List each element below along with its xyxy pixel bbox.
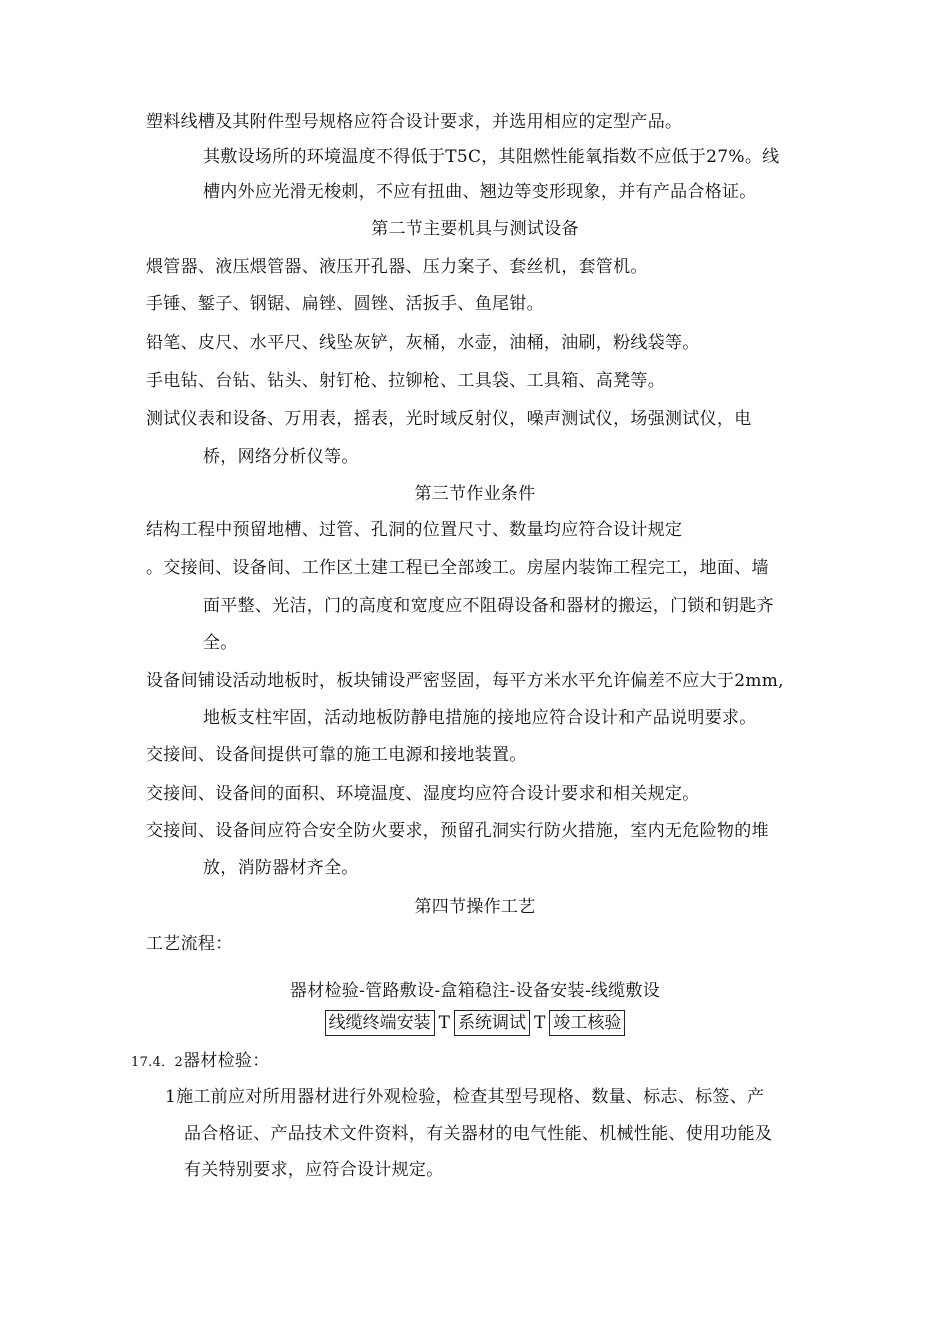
paragraph-line: 手锤、錾子、钢锯、扁锉、圆锉、活扳手、鱼尾钳。 xyxy=(146,294,544,314)
paragraph-line: 品合格证、产品技术文件资料，有关器材的电气性能、机械性能、使用功能及 xyxy=(184,1124,773,1144)
paragraph-line: 煨管器、液压煨管器、液压开孔器、压力案子、套丝机，套管机。 xyxy=(146,257,648,277)
paragraph-line: 地板支柱牢固，活动地板防静电措施的接地应符合设计和产品说明要求。 xyxy=(203,708,757,728)
flow-box-acceptance: 竣工核验 xyxy=(549,1010,625,1036)
paragraph-line: 1施工前应对所用器材进行外观检验，检查其型号现格、数量、标志、标签、产 xyxy=(165,1087,765,1107)
flow-box-terminal-install: 线缆终端安装 xyxy=(325,1010,435,1036)
subsection-number: 4．2 xyxy=(152,1055,184,1070)
subsection-title: 器材检验： xyxy=(183,1051,270,1071)
paragraph-line: 面平整、光洁，门的高度和宽度应不阻碍设备和器材的搬运，门锁和钥匙齐 xyxy=(203,596,774,616)
paragraph-line: 放，消防器材齐全。 xyxy=(203,858,359,878)
paragraph-line: 铅笔、皮尺、水平尺、线坠灰铲，灰桶，水壶，油桶，油刷，粉线袋等。 xyxy=(146,333,700,353)
paragraph-line: 其敷设场所的环境温度不得低于T5C，其阻燃性能氧指数不应低于27%。线 xyxy=(203,147,780,167)
section-heading: 第三节作业条件 xyxy=(414,484,536,504)
paragraph-line: 塑料线槽及其附件型号规格应符合设计要求，并选用相应的定型产品。 xyxy=(146,112,683,132)
paragraph-line: 交接间、设备间的面积、环境温度、湿度均应符合设计要求和相关规定。 xyxy=(146,784,700,804)
paragraph-line: 工艺流程： xyxy=(146,934,233,954)
section-heading: 第二节主要机具与测试设备 xyxy=(371,219,579,239)
paragraph-line: 交接间、设备间应符合安全防火要求，预留孔洞实行防火措施，室内无危险物的堆 xyxy=(146,821,769,841)
process-flow-boxes xyxy=(0,1010,950,1036)
paragraph-line: 全。 xyxy=(203,633,238,653)
paragraph-line: 桥，网络分析仪等。 xyxy=(203,447,359,467)
flow-box-system-debug: 系统调试 xyxy=(454,1010,530,1036)
paragraph-line: 槽内外应光滑无梭刺，不应有扭曲、翘边等变形现象，并有产品合格证。 xyxy=(203,182,757,202)
subsection-prefix: 17. xyxy=(131,1055,153,1070)
paragraph-line: 手电钻、台钻、钻头、射钉枪、拉铆枪、工具袋、工具箱、高凳等。 xyxy=(146,371,665,391)
paragraph-line: 设备间铺设活动地板时，板块铺设严密竖固，每平方米水平允许偏差不应大于2mm, xyxy=(146,671,784,691)
subsection-heading xyxy=(131,1050,270,1074)
section-heading: 第四节操作工艺 xyxy=(414,897,536,917)
process-flow-line: 器材检验-管路敷设-盒箱稳注-设备安装-线缆敷设 xyxy=(289,981,661,1001)
flow-separator: T xyxy=(438,1013,450,1033)
paragraph-line: 结构工程中预留地槽、过管、孔洞的位置尺寸、数量均应符合设计规定 xyxy=(146,520,683,540)
paragraph-line: 。交接间、设备间、工作区土建工程已全部竣工。房屋内装饰工程完工，地面、墙 xyxy=(146,558,769,578)
paragraph-line: 有关特别要求，应符合设计规定。 xyxy=(184,1160,444,1180)
paragraph-line: 测试仪表和设备、万用表，摇表，光时域反射仪，噪声测试仪，场强测试仪，电 xyxy=(146,409,752,429)
flow-separator: T xyxy=(534,1013,546,1033)
paragraph-line: 交接间、设备间提供可靠的施工电源和接地装置。 xyxy=(146,745,527,765)
